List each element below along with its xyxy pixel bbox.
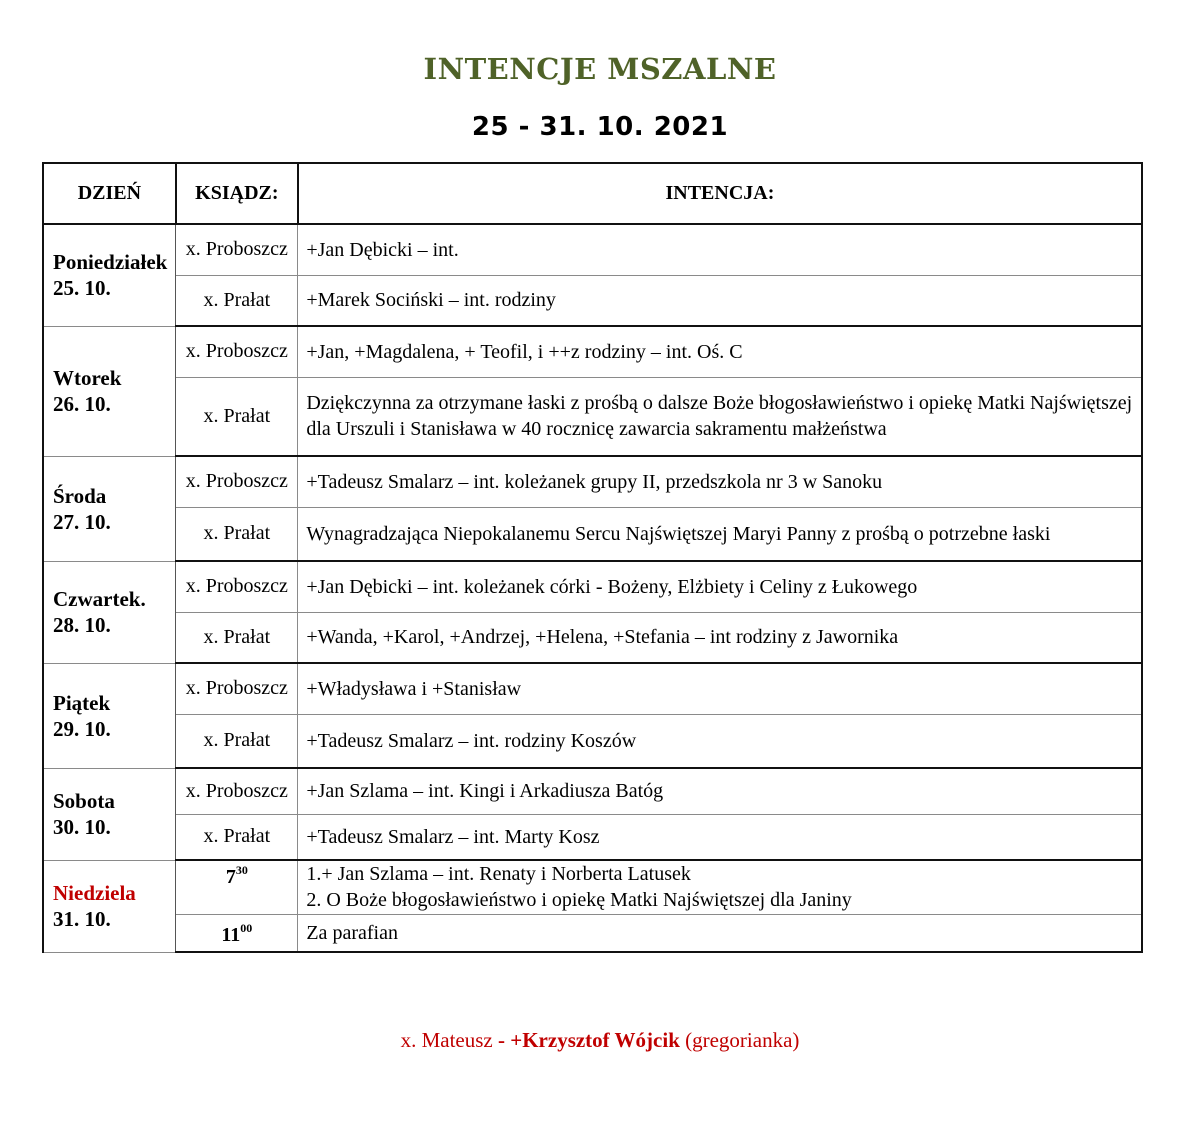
table-row <box>43 814 1142 860</box>
day-date: 25. 10. <box>53 276 111 301</box>
intention-line: 1.+ Jan Szlama – int. Renaty i Norberta Latusek <box>306 863 691 886</box>
table-row <box>43 326 1142 377</box>
day-cell-saturday <box>43 768 176 860</box>
priest-cell: x. Proboszcz <box>176 224 298 275</box>
intention-cell: +Jan, +Magdalena, + Teofil, i ++z rodziny – int. Oś. C <box>298 326 1142 377</box>
intention-cell: +Marek Sociński – int. rodziny <box>298 275 1142 326</box>
day-cell-friday <box>43 663 176 768</box>
table-row <box>43 914 1142 952</box>
day-date: 26. 10. <box>53 392 111 416</box>
day-cell-sunday <box>43 860 176 952</box>
day-name: Niedziela <box>53 881 136 905</box>
gregorian-note <box>0 1028 1200 1053</box>
intention-cell: +Tadeusz Smalarz – int. koleżanek grupy II, przedszkola nr 3 w Sanoku <box>298 456 1142 507</box>
intention-cell: +Jan Dębicki – int. <box>298 224 1142 275</box>
page-title: INTENCJE MSZALNE <box>423 52 777 86</box>
table-row <box>43 612 1142 663</box>
day-cell-thursday <box>43 561 176 663</box>
intentions-table <box>42 162 1143 953</box>
priest-cell: x. Proboszcz <box>176 768 298 814</box>
mass-time <box>176 860 298 914</box>
priest-cell: x. Prałat <box>176 507 298 561</box>
table-row <box>43 714 1142 768</box>
table-row <box>43 377 1142 456</box>
day-name: Środa <box>53 483 107 508</box>
day-date: 29. 10. <box>53 716 111 741</box>
intention-cell: +Władysława i +Stanisław <box>298 663 1142 714</box>
priest-cell: x. Proboszcz <box>176 326 298 377</box>
time-hour: 11 <box>221 923 241 946</box>
day-date: 30. 10. <box>53 815 111 839</box>
table-row <box>43 860 1142 914</box>
priest-cell: x. Prałat <box>176 714 298 768</box>
table-row <box>43 275 1142 326</box>
priest-cell: x. Proboszcz <box>176 561 298 612</box>
table-row <box>43 768 1142 814</box>
day-name: Piątek <box>53 690 111 715</box>
intention-cell: +Tadeusz Smalarz – int. rodziny Koszów <box>298 714 1142 768</box>
intention-cell: Wynagradzająca Niepokalanemu Sercu Najświętszej Maryi Panny z prośbą o potrzebne łaski <box>298 507 1142 561</box>
mass-time <box>176 914 298 952</box>
table-row <box>43 561 1142 612</box>
day-date: 28. 10. <box>53 613 111 637</box>
priest-cell: x. Prałat <box>176 377 298 456</box>
day-name: Poniedziałek <box>53 250 168 275</box>
intention-cell: Za parafian <box>298 914 1142 952</box>
priest-cell: x. Prałat <box>176 612 298 663</box>
intention-cell <box>298 860 1142 914</box>
intention-cell: Dziękczynna za otrzymane łaski z prośbą o dalsze Boże błogosławieństwo i opiekę Matki Najświętszej dla Urszuli i Stanisława w 40 rocznicę zawarcia sakramentu małżeństwa <box>298 377 1142 456</box>
time-hour: 7 <box>225 866 236 888</box>
column-header-intention: INTENCJA: <box>298 163 1142 224</box>
day-name: Sobota <box>53 789 115 813</box>
table-row <box>43 663 1142 714</box>
date-range: 25 - 31. 10. 2021 <box>471 112 729 142</box>
footer-deceased-name: +Krzysztof Wójcik <box>510 1028 680 1052</box>
intention-cell: +Jan Dębicki – int. koleżanek córki - Bożeny, Elżbiety i Celiny z Łukowego <box>298 561 1142 612</box>
day-date: 27. 10. <box>53 509 111 534</box>
day-cell-wednesday <box>43 456 176 561</box>
day-cell-tuesday <box>43 326 176 456</box>
table-row <box>43 224 1142 275</box>
priest-cell: x. Proboszcz <box>176 456 298 507</box>
intention-cell: +Tadeusz Smalarz – int. Marty Kosz <box>298 814 1142 860</box>
table-row <box>43 507 1142 561</box>
column-header-day: DZIEŃ <box>43 163 176 224</box>
priest-cell: x. Proboszcz <box>176 663 298 714</box>
footer-priest: x. Mateusz <box>400 1028 493 1052</box>
intention-line: 2. O Boże błogosławieństwo i opiekę Matki Najświętszej dla Janiny <box>306 889 852 912</box>
time-minutes: 30 <box>235 863 248 877</box>
footer-note: (gregorianka) <box>679 1028 800 1052</box>
day-cell-monday <box>43 224 176 326</box>
column-header-priest: KSIĄDZ: <box>176 163 298 224</box>
intention-cell: +Jan Szlama – int. Kingi i Arkadiusza Batóg <box>298 768 1142 814</box>
priest-cell: x. Prałat <box>176 275 298 326</box>
day-name: Wtorek <box>53 366 122 390</box>
priest-cell: x. Prałat <box>176 814 298 860</box>
footer-separator: - <box>492 1028 511 1052</box>
day-date: 31. 10. <box>53 907 111 931</box>
intention-cell: +Wanda, +Karol, +Andrzej, +Helena, +Stefania – int rodziny z Jawornika <box>298 612 1142 663</box>
table-row <box>43 456 1142 507</box>
table-header-row <box>43 163 1142 224</box>
day-name: Czwartek. <box>53 587 146 611</box>
time-minutes: 00 <box>240 920 253 935</box>
